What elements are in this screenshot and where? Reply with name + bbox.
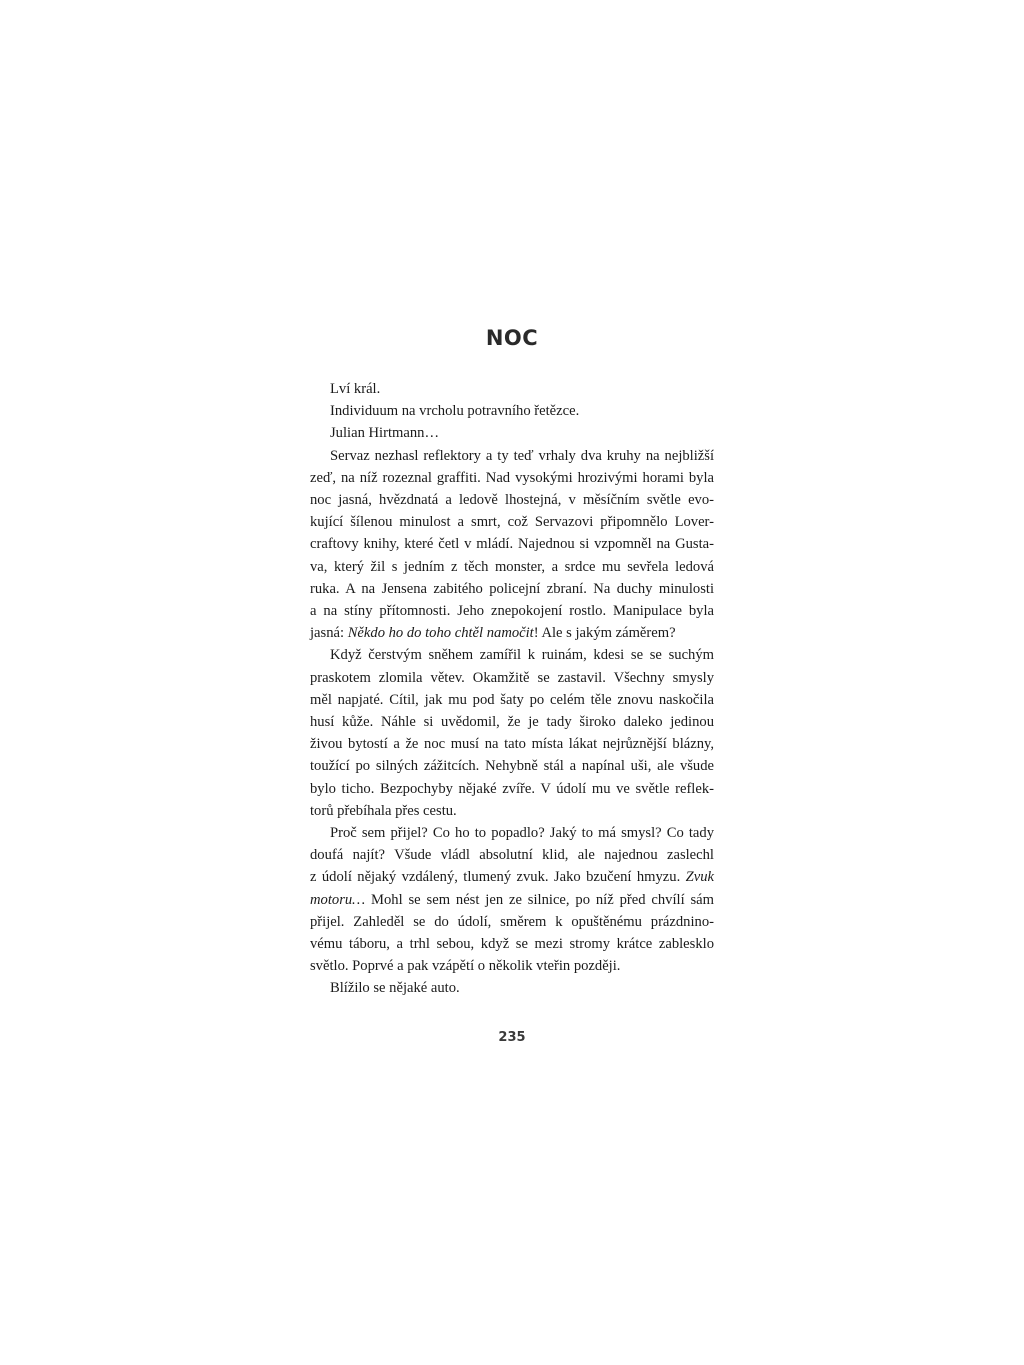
paragraph-7: Blížilo se nějaké auto. (330, 980, 460, 997)
text-line: Když čerstvým sněhem zamířil k ruinám, kdesi se se suchým (330, 647, 714, 664)
paragraph-2: Individuum na vrcholu potravního řetězce. (330, 403, 580, 420)
italic-phrase: Zvuk (685, 869, 714, 886)
text-line: va, který žil s jedním z těch monster, a srdce mu sevřela ledová (310, 558, 714, 575)
text-line: přijel. Zahleděl se do údolí, směrem k opuštěnému prázdnino- (310, 913, 714, 930)
text-line: bylo ticho. Bezpochyby nějaké zvíře. V údolí mu ve světle reflek- (310, 780, 714, 797)
text-segment: jasná: (310, 625, 348, 642)
text-segment: Mohl se sem nést jen ze silnice, po níž před chvílí sám (365, 891, 714, 908)
text-line: Proč sem přijel? Co ho to popadlo? Jaký to má smysl? Co tady (330, 825, 714, 842)
paragraph-1: Lví král. (330, 381, 381, 397)
text-line: kující šílenou minulost a smrt, což Servazovi připomnělo Lover- (310, 514, 714, 531)
text-line: doufá najít? Všude vládl absolutní klid, ale najednou zaslechl (310, 847, 714, 864)
text-segment: ! Ale s jakým záměrem? (533, 625, 676, 642)
text-line: ruka. A na Jensena zabitého policejní zbraní. Na duchy minulosti (310, 580, 714, 597)
text-line: noc jasná, hvězdnatá a ledově lhostejná, v měsíčním světle evo- (310, 492, 714, 509)
text-line: praskotem zlomila větev. Okamžitě se zastavil. Všechny smysly (310, 669, 714, 686)
text-line: zeď, na níž rozeznal graffiti. Nad vysokými hrozivými horami byla (310, 469, 714, 486)
text-line: torů přebíhala přes cestu. (310, 802, 457, 819)
text-line (310, 622, 714, 644)
text-line: měl napjaté. Cítil, jak mu pod šaty po celém těle znovu naskočila (310, 691, 714, 708)
text-line (310, 889, 714, 911)
chapter-title: NOC (485, 326, 539, 350)
paragraph-6 (310, 822, 714, 977)
text-segment: z údolí nějaký vzdálený, tlumený zvuk. Jako bzučení hmyzu. (310, 869, 686, 886)
text-line (310, 866, 714, 888)
text-line: toužící po silných zážitcích. Nehybně stál a napínal uši, ale všude (310, 758, 714, 775)
text-line: a na stíny přítomnosti. Jeho znepokojení rostlo. Manipulace byla (310, 603, 714, 620)
paragraph-4 (310, 445, 714, 645)
page-number: 235 (498, 1030, 526, 1045)
text-line: husí kůže. Náhle si uvědomil, že je tady široko daleko jedinou (310, 714, 714, 731)
text-line: vému táboru, a trhl sebou, když se mezi stromy krátce zablesklo (310, 936, 714, 953)
paragraph-5 (310, 644, 714, 822)
body-text (310, 378, 714, 1000)
text-line: světlo. Poprvé a pak vzápětí o několik vteřin později. (310, 958, 621, 975)
paragraph-3: Julian Hirtmann… (330, 425, 440, 442)
italic-phrase: Někdo ho do toho chtěl namočit (347, 625, 534, 642)
text-line: craftovy knihy, které četl v mládí. Najednou si vzpomněl na Gusta- (310, 536, 714, 553)
text-line: Servaz nezhasl reflektory a ty teď vrhaly dva kruhy na nejbližší (330, 447, 714, 464)
text-line: živou bytostí a že noc musí na tato místa lákat nejrůznější blázny, (310, 736, 714, 753)
italic-phrase: motoru… (310, 891, 366, 908)
